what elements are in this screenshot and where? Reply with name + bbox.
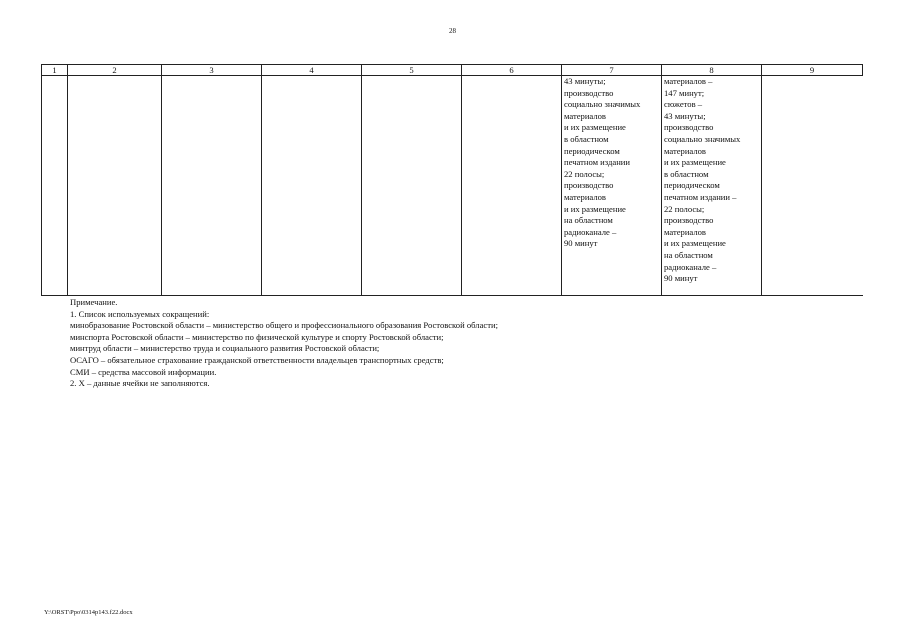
cell-col-8-line: на областном <box>664 249 713 260</box>
column-header-5: 5 <box>362 65 462 76</box>
cell-col-8-line: в областном <box>664 168 709 179</box>
notes-heading: Примечание. <box>70 297 118 307</box>
cell-col-8-line: и их размещение <box>664 238 726 249</box>
note-line: 1. Список используемых сокращений: <box>70 308 210 319</box>
cell-col-8-line: производство <box>664 215 714 226</box>
cell-col-7 <box>562 76 662 296</box>
table-header-row <box>42 65 863 76</box>
cell-col-8-line: материалов – <box>664 76 713 86</box>
cell-col-4 <box>262 76 362 296</box>
column-header-4: 4 <box>262 65 362 76</box>
cell-col-8-line: 22 полосы; <box>664 203 705 214</box>
cell-col-7-line: 90 минут <box>564 238 598 249</box>
cell-col-8-line: и их размещение <box>664 157 726 168</box>
cell-col-7-line: печатном издании <box>564 157 631 168</box>
cell-col-7-line: 43 минуты; <box>564 76 606 86</box>
data-table <box>41 64 863 296</box>
file-path: Y:\ORST\Ppo\0314p143.f22.docx <box>44 609 133 616</box>
cell-col-7-line: производство <box>564 87 614 98</box>
cell-col-7-line: и их размещение <box>564 203 626 214</box>
cell-col-7-line: материалов <box>564 110 606 121</box>
cell-col-8-line: 90 минут <box>664 273 698 284</box>
cell-col-7-line: в областном <box>564 133 609 144</box>
cell-col-7-line: периодическом <box>564 145 620 156</box>
cell-col-1 <box>42 76 68 296</box>
cell-col-3 <box>162 76 262 296</box>
cell-col-2 <box>68 76 162 296</box>
column-header-7: 7 <box>562 65 662 76</box>
table-row <box>42 76 863 296</box>
cell-col-7-line: материалов <box>564 191 606 202</box>
cell-col-7-line: социально значимых <box>564 99 641 110</box>
page-number: 28 <box>449 27 456 35</box>
cell-col-8-line: 43 минуты; <box>664 110 706 121</box>
note-line: ОСАГО – обязательное страхование гражданской ответственности владельцев транспортных средств; <box>70 354 444 365</box>
cell-col-8-line: социально значимых <box>664 133 741 144</box>
column-header-9: 9 <box>762 65 863 76</box>
note-line: 2. Х – данные ячейки не заполняются. <box>70 378 210 389</box>
note-line: СМИ – средства массовой информации. <box>70 366 217 377</box>
notes-section <box>70 297 498 390</box>
column-header-2: 2 <box>68 65 162 76</box>
cell-col-9 <box>762 76 863 296</box>
cell-col-5 <box>362 76 462 296</box>
note-line: минспорта Ростовской области – министерство по физической культуре и спорту Ростовской области; <box>70 331 444 342</box>
column-header-1: 1 <box>42 65 68 76</box>
cell-col-8-line: печатном издании – <box>664 191 737 202</box>
cell-col-8-line: сюжетов – <box>664 99 703 110</box>
note-line: минтруд области – министерство труда и социального развития Ростовской области; <box>70 343 380 354</box>
cell-col-8-line: радиоканале – <box>664 261 717 272</box>
cell-col-6 <box>462 76 562 296</box>
cell-col-7-line: радиоканале – <box>564 226 617 237</box>
column-header-3: 3 <box>162 65 262 76</box>
cell-col-8-line: материалов <box>664 226 706 237</box>
column-header-8: 8 <box>662 65 762 76</box>
cell-col-8-line: материалов <box>664 145 706 156</box>
cell-col-7-line: производство <box>564 180 614 191</box>
cell-col-8-line: 147 минут; <box>664 87 705 98</box>
note-line: минобразование Ростовской области – министерство общего и профессионального образования Ростовской области; <box>70 320 498 331</box>
cell-col-8-line: производство <box>664 122 714 133</box>
cell-col-7-line: и их размещение <box>564 122 626 133</box>
cell-col-8-line: периодическом <box>664 180 720 191</box>
cell-col-7-line: 22 полосы; <box>564 168 605 179</box>
column-header-6: 6 <box>462 65 562 76</box>
cell-col-7-line: на областном <box>564 215 613 226</box>
cell-col-8 <box>662 76 762 296</box>
